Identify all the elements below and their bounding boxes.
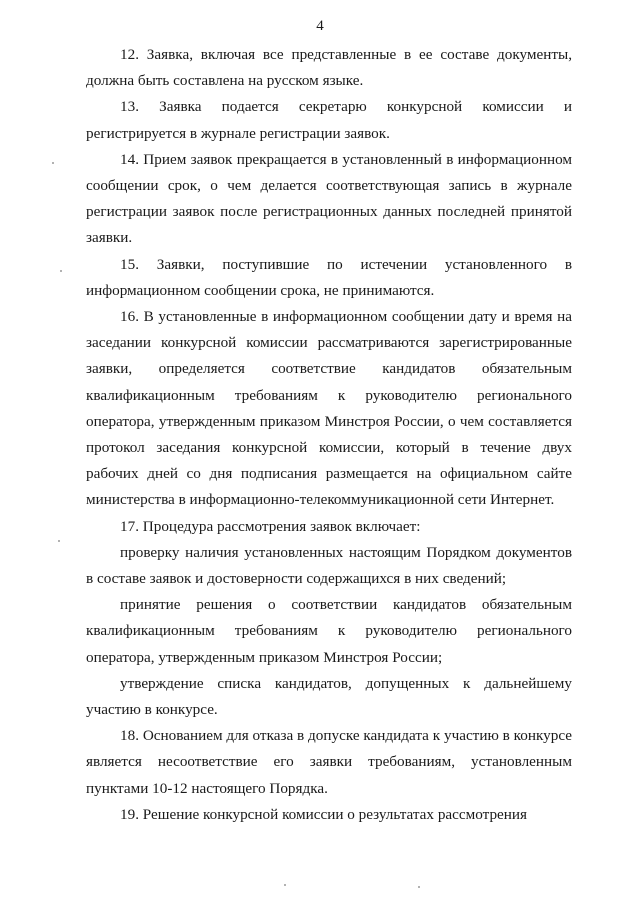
scan-speck xyxy=(52,162,54,164)
scan-speck xyxy=(60,270,62,272)
paragraph-16: 16. В установленные в информационном сообщении дату и время на заседании конкурсной комиссии рассматриваются зарегистрированные заявки, определяется соответствие кандидатов обязательным квалификационным требованиям к руководителю регионального оператора, утвержденным приказом Минстроя России, о чем составляется протокол заседания конкурсной комиссии, который в течение двух рабочих дней со дня подписания размещается на официальном сайте министерства в информационно-телекоммуникационной сети Интернет. xyxy=(86,308,572,509)
scan-speck xyxy=(58,540,60,542)
scan-speck xyxy=(284,884,286,886)
list-item-check-documents: проверку наличия установленных настоящим Порядком документов в составе заявок и достоверности содержащихся в них сведений; xyxy=(86,543,572,588)
paragraph-18: 18. Основанием для отказа в допуске кандидата к участию в конкурсе является несоответствие его заявки требованиям, установленным пунктами 10-12 настоящего Порядка. xyxy=(86,727,572,797)
paragraph-12: 12. Заявка, включая все представленные в ее составе документы, должна быть составлена на русском языке. xyxy=(86,46,572,90)
list-item-approve-candidates: утверждение списка кандидатов, допущенных к дальнейшему участию в конкурсе. xyxy=(86,674,572,719)
paragraph-17: 17. Процедура рассмотрения заявок включает: xyxy=(120,517,421,535)
list-item-decision-compliance: принятие решения о соответствии кандидатов обязательным квалификационным требованиям к руководителю регионального оператора, утвержденным приказом Минстроя России; xyxy=(86,596,572,666)
scan-speck xyxy=(418,886,420,888)
paragraph-15: 15. Заявки, поступившие по истечении установленного в информационном сообщении срока, не принимаются. xyxy=(86,255,572,299)
paragraph-14: 14. Прием заявок прекращается в установленный в информационном сообщении срок, о чем делается соответствующая запись в журнале регистрации заявок после регистрационных данных последней принятой заявки. xyxy=(86,150,572,247)
paragraph-13: 13. Заявка подается секретарю конкурсной комиссии и регистрируется в журнале регистрации заявок. xyxy=(86,98,572,142)
page-number: 4 xyxy=(316,18,324,34)
document-body xyxy=(86,42,572,828)
paragraph-19: 19. Решение конкурсной комиссии о результатах рассмотрения xyxy=(120,805,528,823)
